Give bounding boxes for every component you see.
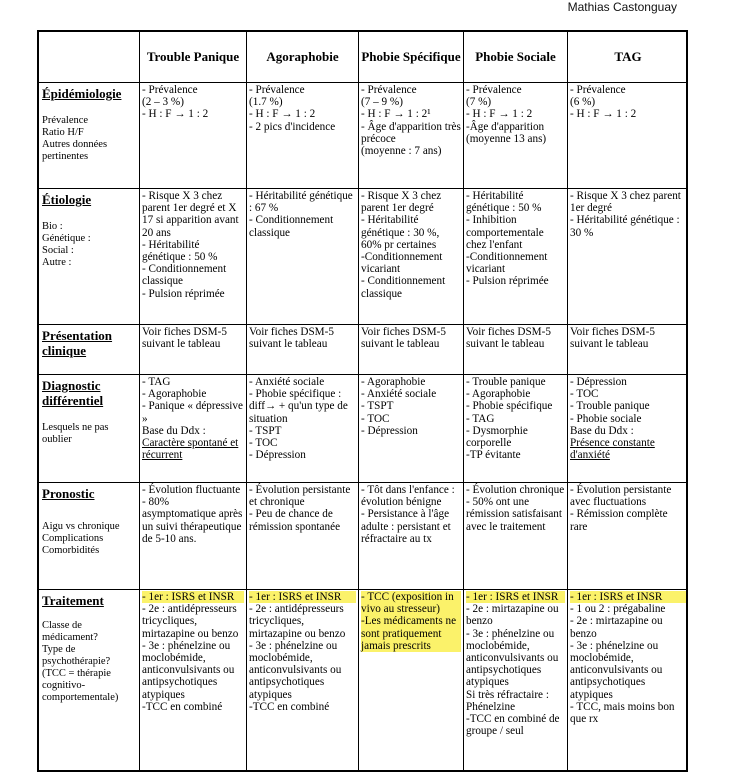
table-cell [140, 590, 247, 773]
cell-line: - Phobie sociale [570, 412, 642, 425]
cell-line: - 1er : ISRS et INSR [466, 591, 565, 603]
table-cell [568, 590, 689, 773]
row-subtitle: Lesquels ne pas oublier [42, 422, 109, 445]
row-title: Présentation clinique [42, 328, 113, 358]
cell-line: - Prévalence [142, 84, 198, 96]
row-title: Diagnostic différentiel [42, 378, 104, 408]
cell-line: - H : F → 1 : 2 [466, 108, 533, 121]
row-subtitle: Prévalence [42, 115, 89, 126]
cell-line: -Les médicaments ne sont pratiquement jamais prescrits [361, 615, 461, 652]
cell-line: - Âge d'apparition très précoce [361, 120, 461, 145]
cell-line: - Dysmorphie corporelle [466, 424, 528, 450]
table-cell: Voir fiches DSM-5 suivant le tableau [464, 325, 568, 375]
cell-line: - Héritabilité génétique : 50 % [142, 238, 218, 264]
cell-line: - Prévalence [570, 84, 626, 96]
cell-line: - TCC, mais moins bon que rx [570, 700, 675, 726]
cell-line: - Anxiété sociale [361, 388, 437, 401]
cell-line: - Pulsion réprimée [466, 275, 549, 288]
cell-line: - Agoraphobie [142, 388, 207, 401]
cell-line: - Trouble panique [466, 376, 546, 388]
cell-line: - Risque X 3 chez parent 1er degré [570, 190, 681, 215]
anxiety-disorders-table [37, 30, 688, 772]
row-subtitle: Génétique : [42, 233, 91, 244]
cell-line: - 3e : phénelzine ou moclobémide, anticonvulsivants ou antipsychotiques atypiques [570, 639, 663, 701]
row-subtitle: Ratio H/F [42, 127, 84, 138]
row-subtitle: Comorbidités [42, 545, 100, 556]
cell-line: - Agoraphobie [361, 376, 426, 388]
cell-line: - Rémission complète rare [570, 508, 668, 533]
cell-line: - Anxiété sociale [249, 376, 325, 388]
table-cell [568, 83, 689, 189]
cell-line: (moyenne : 7 ans) [361, 145, 442, 158]
cell-line: - TOC [361, 412, 390, 425]
cell-line: - Prévalence [249, 84, 305, 96]
table-cell [359, 375, 464, 483]
table-cell [247, 375, 359, 483]
table-cell [464, 83, 568, 189]
table-row [38, 83, 689, 189]
cell-line: - TSPT [361, 400, 394, 413]
cell-line: - 1 ou 2 : prégabaline [570, 603, 666, 616]
table-cell [247, 189, 359, 325]
table-cell [359, 189, 464, 325]
column-header: Phobie Spécifique [359, 31, 464, 83]
corner-cell [38, 31, 140, 83]
row-subtitle: Autres données pertinentes [42, 139, 108, 162]
row-subtitle: (TCC = thérapie cognitivo-comportementale) [42, 668, 119, 703]
row-header [38, 483, 140, 590]
row-subtitle: Type de psychothérapie? [42, 644, 111, 667]
cell-line: - H : F → 1 : 2 [570, 108, 637, 121]
cell-line: (7 %) [466, 96, 492, 109]
cell-line: - 2e : antidépresseurs tricycliques, mirtazapine ou benzo [249, 603, 346, 640]
table-cell [140, 83, 247, 189]
cell-line: (moyenne 13 ans) [466, 132, 547, 145]
cell-line: - 2e : mirtazapine ou benzo [570, 615, 663, 640]
cell-line: -TCC en combiné de groupe / seul [466, 713, 560, 738]
cell-line: Base du Ddx : [570, 424, 634, 437]
cell-line: - 1er : ISRS et INSR [570, 591, 686, 603]
row-header [38, 590, 140, 773]
cell-line: - Agoraphobie [466, 388, 531, 401]
cell-line: - Phobie spécifique : diff→ + qu'un type de situation [249, 388, 348, 425]
cell-line: Si très réfractaire : Phénelzine [466, 688, 549, 713]
cell-line: -TCC en combiné [249, 700, 330, 713]
cell-line: - TOC [249, 437, 278, 450]
cell-line: Base du Ddx : [142, 424, 206, 437]
table-cell [247, 590, 359, 773]
column-header: Trouble Panique [140, 31, 247, 83]
row-title: Étiologie [42, 192, 92, 207]
table-cell [464, 590, 568, 773]
table-cell: Voir fiches DSM-5 suivant le tableau [568, 325, 689, 375]
cell-line: - Panique « dépressive » [142, 400, 243, 425]
row-header [38, 325, 140, 375]
table-cell [464, 189, 568, 325]
row-title: Pronostic [42, 486, 95, 501]
cell-line: - Évolution persistante et chronique [249, 484, 351, 509]
cell-line: - Inhibition comportementale chez l'enfant [466, 214, 544, 251]
cell-line: -Âge d'apparition [466, 120, 545, 133]
cell-line: - 50% ont une rémission satisfaisant avec le traitement [466, 496, 563, 533]
row-title: Traitement [42, 593, 104, 608]
table-cell [464, 375, 568, 483]
cell-line: - 3e : phénelzine ou moclobémide, anticonvulsivants ou antipsychotiques atypiques [142, 639, 235, 701]
cell-line: - Héritabilité génétique : 67 % [249, 190, 353, 215]
cell-line: - H : F → 1 : 2 [142, 108, 209, 121]
row-subtitle: Bio : [42, 221, 63, 232]
cell-line: - 2e : mirtazapine ou benzo [466, 603, 559, 628]
table-cell [568, 483, 689, 590]
table-cell: Voir fiches DSM-5 suivant le tableau [359, 325, 464, 375]
cell-line: - Évolution fluctuante [142, 484, 241, 496]
cell-line: - TCC (exposition in vivo au stresseur) [361, 591, 461, 615]
cell-line: - 1er : ISRS et INSR [249, 591, 356, 603]
cell-line: (1.7 %) [249, 96, 283, 109]
table-cell: Voir fiches DSM-5 suivant le tableau [140, 325, 247, 375]
row-subtitle: Aigu vs chronique [42, 521, 120, 532]
cell-line: - TAG [466, 412, 495, 425]
cell-line: - 2e : antidépresseurs tricycliques, mirtazapine ou benzo [142, 603, 239, 640]
cell-line: - Tôt dans l'enfance : évolution bénigne [361, 484, 455, 509]
comparison-table-frame [37, 30, 688, 772]
row-subtitle: Autre : [42, 257, 72, 268]
cell-line: - 1er : ISRS et INSR [142, 591, 244, 603]
cell-line: - Conditionnement classique [361, 275, 446, 300]
table-cell [359, 483, 464, 590]
cell-line: (7 – 9 %) [361, 96, 403, 109]
table-row [38, 325, 689, 375]
row-header [38, 83, 140, 189]
row-header [38, 375, 140, 483]
cell-line: - Évolution chronique [466, 484, 565, 496]
cell-line: - 3e : phénelzine ou moclobémide, anticonvulsivants ou antipsychotiques atypiques [249, 639, 342, 701]
table-cell [568, 189, 689, 325]
cell-line: Présence constante d'anxiété [570, 437, 655, 462]
table-cell [140, 375, 247, 483]
header-row [38, 31, 689, 83]
row-subtitle: Social : [42, 245, 74, 256]
table-row [38, 590, 689, 773]
cell-line: Caractère spontané et récurrent [142, 437, 239, 462]
cell-line: - Prévalence [466, 84, 522, 96]
column-header: TAG [568, 31, 689, 83]
table-cell [359, 590, 464, 773]
row-subtitle: Classe de médicament? [42, 620, 98, 643]
cell-line: - Conditionnement classique [249, 214, 334, 239]
cell-line: -TCC en combiné [142, 700, 223, 713]
cell-line: - Pulsion réprimée [142, 287, 225, 300]
cell-line: (6 %) [570, 96, 596, 109]
cell-line: - Persistance à l'âge adulte : persistant et réfractaire au tx [361, 508, 451, 545]
cell-line: - 80% asymptomatique après un suivi thérapeutique de 5-10 ans. [142, 496, 243, 545]
cell-line: - Évolution persistante avec fluctuations [570, 484, 672, 509]
cell-line: - Risque X 3 chez parent 1er degré et X 17 si apparition avant 20 ans [142, 190, 239, 239]
cell-line: (2 – 3 %) [142, 96, 184, 109]
cell-line: - Héritabilité génétique : 30 % [570, 214, 680, 239]
cell-line: - H : F → 1 : 2¹ [361, 108, 431, 121]
table-cell [247, 483, 359, 590]
cell-line: - Risque X 3 chez parent 1er degré [361, 190, 442, 215]
table-cell [568, 375, 689, 483]
row-header [38, 189, 140, 325]
row-subtitle: Complications [42, 533, 104, 544]
table-cell [140, 189, 247, 325]
cell-line: - Héritabilité génétique : 30 %, 60% pr certaines [361, 214, 440, 251]
cell-line: -Conditionnement vicariant [361, 251, 443, 276]
cell-line: - 2 pics d'incidence [249, 120, 336, 133]
cell-line: - 3e : phénelzine ou moclobémide, anticonvulsivants ou antipsychotiques atypiques [466, 627, 559, 689]
cell-line: - Dépression [249, 449, 306, 462]
cell-line: - H : F → 1 : 2 [249, 108, 316, 121]
cell-line: - Dépression [570, 376, 627, 388]
author-name: Mathias Castonguay [567, 0, 677, 14]
table-row [38, 375, 689, 483]
column-header: Agoraphobie [247, 31, 359, 83]
cell-line: -TP évitante [466, 449, 521, 462]
cell-line: - Peu de chance de rémission spontanée [249, 508, 341, 533]
cell-line: - Dépression [361, 424, 418, 437]
cell-line: - TAG [142, 376, 171, 388]
table-cell [359, 83, 464, 189]
cell-line: - Trouble panique [570, 400, 650, 413]
cell-line: - Héritabilité génétique : 50 % [466, 190, 542, 215]
table-cell [247, 83, 359, 189]
table-cell: Voir fiches DSM-5 suivant le tableau [247, 325, 359, 375]
cell-line: - Prévalence [361, 84, 417, 96]
row-title: Épidémiologie [42, 86, 122, 101]
cell-line: - Phobie spécifique [466, 400, 553, 413]
cell-line: - Conditionnement classique [142, 263, 227, 288]
column-header: Phobie Sociale [464, 31, 568, 83]
cell-line: - TOC [570, 388, 599, 401]
cell-line: -Conditionnement vicariant [466, 251, 548, 276]
table-cell [140, 483, 247, 590]
table-row [38, 189, 689, 325]
cell-line: - TSPT [249, 424, 282, 437]
table-cell [464, 483, 568, 590]
table-row [38, 483, 689, 590]
